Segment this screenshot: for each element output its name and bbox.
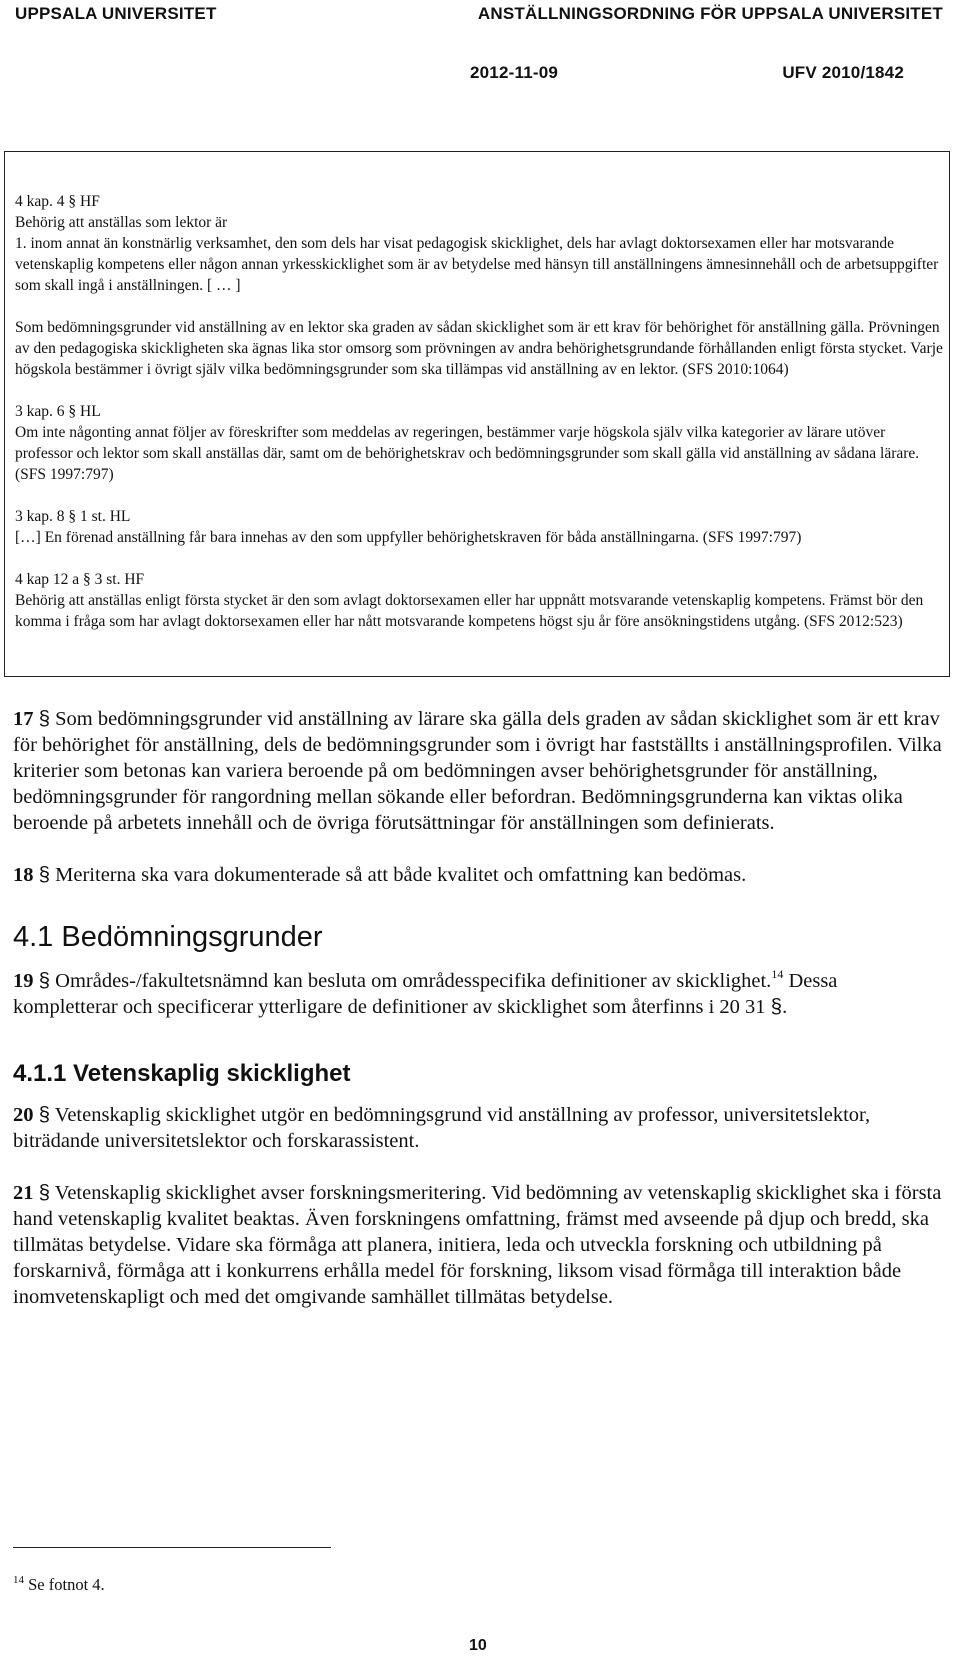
paragraph-20 [13, 1102, 943, 1154]
paragraph-text: Vetenskaplig skicklighet utgör en bedömningsgrund vid anställning av professor, universitetslektor, biträdande universitetslektor och forskarassistent. [13, 1104, 871, 1152]
quote-line: […] En förenad anställning får bara innehas av den som uppfyller behörighetskraven för båda anställningarna. (SFS 1997:797) [15, 529, 802, 546]
quote-line: Som bedömningsgrunder vid anställning av en lektor ska graden av sådan skicklighet som är ett krav för behörighet för anställning gälla. Prövningen av den pedagogiska skickligheten ska ägnas lika stor omsorg som prövningen av andra behörighetsgrundande förhållanden enligt första stycket. Varje högskola bestämmer i övrigt själv vilka bedömningsgrunder som ska tillämpas vid anställning av en lektor. (SFS 2010:1064) [15, 319, 943, 378]
paragraph-19 [13, 968, 943, 1020]
header-doc-title: ANSTÄLLNINGSORDNING FÖR UPPSALA UNIVERSITET [477, 4, 943, 23]
section-sign-icon: § [770, 995, 783, 1018]
legal-quote-box [4, 151, 950, 677]
quote-line: Behörig att anställas enligt första stycket är den som avlagt doktorsexamen eller har uppnått motsvarande vetenskaplig kompetens. Främst bör den komma i fråga som har avlagt doktorsexamen eller har nått motsvarande kompetens högst sju år före ansökningstidens utgång. (SFS 2012:523) [15, 592, 924, 630]
paragraph-text: Vetenskaplig skicklighet avser forskningsmeritering. Vid bedömning av vetenskaplig skicklighet ska i första hand vetenskaplig kvalitet beaktas. Även forskningens omfattning, främst med avseende på djup och bredd, ska tillmätas betydelse. Vidare ska förmåga att planera, initiera, leda och utveckla forskning och utbildning på forskarnivå, förmåga att i konkurrens erhålla medel för forskning, liksom visad förmåga till interaktion både inomvetenskapligt och med det omgivande samhället tillmätas betydelse. [13, 1182, 942, 1308]
section-heading-4-1: 4.1 Bedömningsgrunder [13, 921, 323, 953]
section-sign-icon: § [38, 863, 51, 886]
legal-quote-text [15, 191, 945, 632]
header-date: 2012-11-09 [470, 63, 559, 82]
section-sign-icon: § [38, 1181, 51, 1204]
paragraph-21 [13, 1180, 943, 1310]
footnote-text: Se fotnot 4. [24, 1575, 105, 1594]
paragraph-text: Områdes-/fakultetsnämnd kan besluta om områdesspecifika definitioner av skicklighet. [55, 970, 772, 992]
page-number: 10 [469, 1637, 487, 1654]
footnote-reference[interactable]: 14 [771, 967, 784, 981]
paragraph-17 [13, 706, 943, 836]
quote-line: 3 kap. 6 § HL [15, 403, 101, 420]
paragraph-number: 19 [13, 970, 34, 992]
paragraph-number: 20 [13, 1104, 34, 1126]
header-org: UPPSALA UNIVERSITET [15, 4, 217, 23]
paragraph-number: 21 [13, 1182, 34, 1204]
quote-line: 4 kap. 4 § HF [15, 193, 100, 210]
paragraph-18 [13, 862, 943, 888]
quote-line: 4 kap 12 a § 3 st. HF [15, 571, 145, 588]
document-body [13, 706, 943, 1310]
quote-line: 3 kap. 8 § 1 st. HL [15, 508, 131, 525]
paragraph-text: . [782, 996, 788, 1018]
paragraph-number: 17 [13, 708, 34, 730]
section-sign-icon: § [38, 707, 51, 730]
paragraph-text: Som bedömningsgrunder vid anställning av lärare ska gälla dels graden av sådan skicklighet som är ett krav för behörighet för anställning, dels de bedömningsgrunder som i övrigt har fastställts i anställningsprofilen. Vilka kriterier som betonas kan variera beroende på om bedömningen avser behörighetsgrunder för anställning, bedömningsgrunder för rangordning mellan sökande eller befordran. Bedömningsgrunderna kan viktas olika beroende på arbetets innehåll och de övriga förutsättningar för anställningen som definierats. [13, 708, 942, 834]
section-sign-icon: § [38, 969, 51, 992]
footnote [13, 1575, 105, 1595]
footnote-separator [13, 1547, 331, 1548]
quote-line: Behörig att anställas som lektor är [15, 214, 228, 231]
paragraph-text: Dessa kompletterar och specificerar ytterligare de definitioner av skicklighet som återfinns i 20 31 [13, 970, 838, 1018]
paragraph-text: Meriterna ska vara dokumenterade så att både kvalitet och omfattning kan bedömas. [55, 864, 747, 886]
quote-line: 1. inom annat än konstnärlig verksamhet, den som dels har visat pedagogisk skicklighet, dels har avlagt doktorsexamen eller har motsvarande vetenskaplig kompetens eller någon annan yrkesskicklighet som är av betydelse med hänsyn till anställningens ämnesinnehåll och de arbetsuppgifter som skall ingå i anställningen. [ … ] [15, 235, 939, 294]
section-sign-icon: § [38, 1103, 51, 1126]
paragraph-number: 18 [13, 864, 34, 886]
quote-line: Om inte någonting annat följer av föreskrifter som meddelas av regeringen, bestämmer varje högskola själv vilka kategorier av lärare utöver professor och lektor som skall anställas där, samt om de behörighetskrav och bedömningsgrunder som skall gälla vid anställning av sådana lärare. (SFS 1997:797) [15, 424, 920, 483]
header-reference: UFV 2010/1842 [782, 63, 904, 82]
section-heading-4-1-1: 4.1.1 Vetenskaplig skicklighet [13, 1060, 351, 1087]
footnote-number: 14 [13, 1574, 24, 1586]
